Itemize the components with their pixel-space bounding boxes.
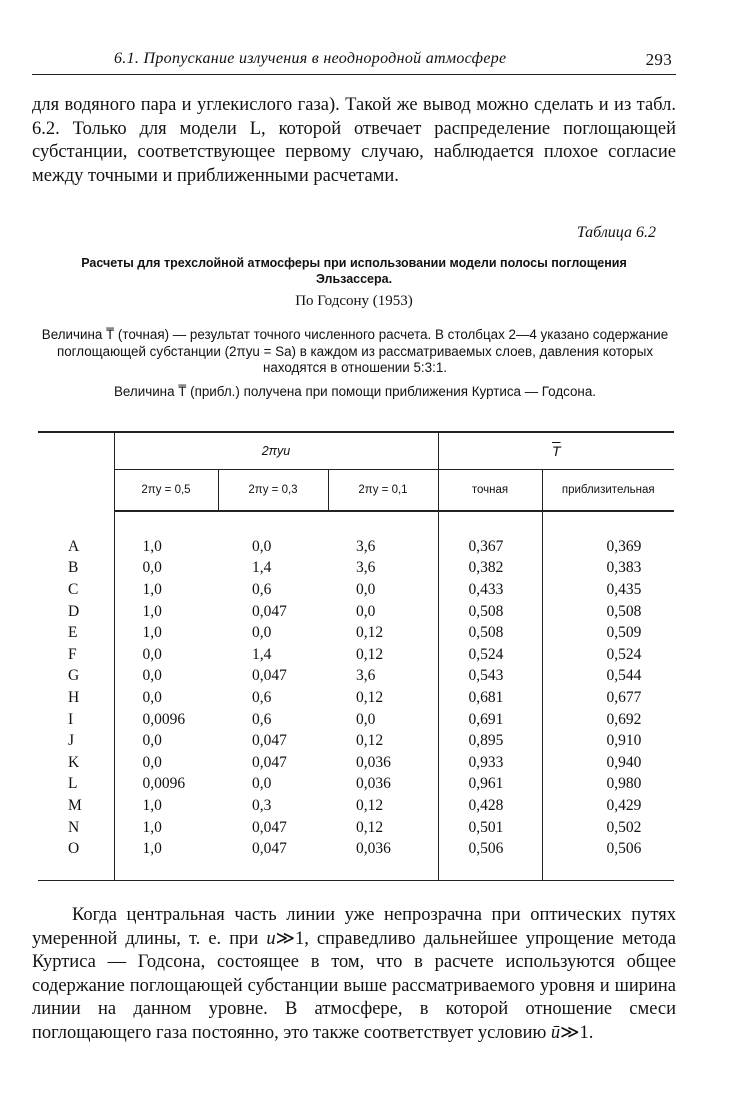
- table-cell: 0,509: [606, 624, 642, 642]
- table-cell: 0,428: [438, 795, 542, 817]
- table-cell: 0,12: [328, 622, 438, 644]
- table-cell: 0,3: [252, 796, 272, 814]
- group-header-transmission: [438, 432, 674, 470]
- table-row: [38, 579, 674, 601]
- table-cell: 0,6: [252, 710, 272, 728]
- table-cell: 0,0: [328, 579, 438, 601]
- table-cell: 1,0: [142, 602, 162, 620]
- paragraph-1-text: для водяного пара и углекислого газа). Такой же вывод можно сделать и из табл. 6.2. Только для модели L, которой отвечает распределение поглощающей субстанции, соответствующее первому случаю, наблюдается плохое согласие между точными и приближенными расчетами.: [32, 95, 676, 186]
- table-cell: 0,933: [438, 752, 542, 774]
- symbol-u-bar: ū: [550, 1022, 561, 1043]
- table-row: [38, 730, 674, 752]
- table-cell: 0,6: [252, 688, 272, 706]
- table-cell: 0,12: [328, 730, 438, 752]
- table-row: [38, 838, 674, 860]
- table-cell: 0,543: [438, 666, 542, 688]
- table-cell: 0,12: [328, 817, 438, 839]
- table-title: Расчеты для трехслойной атмосферы при использовании модели полосы поглощения Эльзассера.: [81, 256, 627, 286]
- table-cell: 0,0096: [142, 775, 186, 793]
- table-cell: 0,0: [252, 624, 272, 642]
- table-cell: 0,036: [328, 752, 438, 774]
- table-row: [38, 536, 674, 558]
- table-cell: 0,544: [606, 667, 642, 685]
- row-label: K: [38, 752, 114, 774]
- table-row: [38, 666, 674, 688]
- table-row: [38, 601, 674, 623]
- symbol-u: u: [266, 928, 276, 949]
- table-cell: 1,0: [142, 818, 162, 836]
- page-number: 293: [645, 50, 672, 69]
- table-cell: 0,0: [252, 537, 272, 555]
- table-cell: 0,6: [252, 580, 272, 598]
- table-cell: 0,910: [606, 732, 642, 750]
- table-cell: 0,047: [252, 753, 287, 771]
- table-cell: 0,0: [328, 709, 438, 731]
- table-cell: 0,0: [328, 601, 438, 623]
- data-table: [38, 431, 674, 881]
- table-cell: 0,524: [438, 644, 542, 666]
- col-header: 2πy = 0,1: [328, 470, 438, 512]
- table-cell: 0,0096: [142, 710, 186, 728]
- group-header-absorber: 2πyu: [114, 432, 438, 470]
- row-label: O: [38, 838, 114, 860]
- row-label-header: [38, 432, 114, 511]
- section-title: 6.1. Пропускание излучения в неоднородной атмосфере: [114, 50, 507, 67]
- table-cell: 0,940: [606, 753, 642, 771]
- table-cell: 0,12: [328, 795, 438, 817]
- col-header: 2πy = 0,5: [114, 470, 218, 512]
- table-row: [38, 795, 674, 817]
- table-note-1: Величина T̅ (точная) — результат точного численного расчета. В столбцах 2—4 указано содержание поглощающей субстанции (2πyu = Sa) в каждом из рассматриваемых слоев, давления которых находятся в отношении 5:3:1.: [41, 327, 669, 375]
- table-cell: 0,429: [606, 796, 642, 814]
- paragraph-2-text: [32, 904, 676, 1045]
- table-cell: 0,036: [328, 838, 438, 860]
- table-cell: 0,036: [328, 774, 438, 796]
- table-cell: 0,0: [142, 667, 162, 685]
- table-cell: 0,047: [252, 818, 287, 836]
- row-label: L: [38, 774, 114, 796]
- table-cell: 3,6: [328, 666, 438, 688]
- row-label: J: [38, 730, 114, 752]
- table-cell: 1,0: [142, 796, 162, 814]
- running-head: [32, 48, 676, 75]
- col-header: приблизительная: [542, 470, 674, 512]
- row-label: N: [38, 817, 114, 839]
- table-cell: 0,961: [438, 774, 542, 796]
- table-cell: 0,367: [438, 536, 542, 558]
- t-mean-symbol: $\overline{T}$: [551, 443, 561, 459]
- table-cell: 1,4: [252, 559, 272, 577]
- col-header: точная: [438, 470, 542, 512]
- table-row: [38, 558, 674, 580]
- table-body: [38, 511, 674, 880]
- table-cell: 0,0: [142, 753, 162, 771]
- paragraph-bottom: [32, 904, 676, 1045]
- table-row: [38, 687, 674, 709]
- table-cell: 0,382: [438, 558, 542, 580]
- table-cell: 0,501: [438, 817, 542, 839]
- paragraph-2-part-a: Когда центральная часть линии уже непрозрачна при оптических путях умеренной длины, т. е. при: [32, 905, 676, 949]
- table-row: [38, 817, 674, 839]
- table-cell: 3,6: [328, 536, 438, 558]
- table-cell: 0,506: [606, 840, 642, 858]
- table-cell: 0,677: [606, 688, 642, 706]
- table-cell: 0,0: [142, 559, 162, 577]
- table-cell: 0,502: [606, 818, 642, 836]
- table-cell: 1,0: [142, 624, 162, 642]
- table-row: [38, 709, 674, 731]
- row-label: D: [38, 601, 114, 623]
- table-cell: 0,508: [438, 601, 542, 623]
- row-label: B: [38, 558, 114, 580]
- table-cell: 0,691: [438, 709, 542, 731]
- table-cell: 0,435: [606, 580, 642, 598]
- row-label: I: [38, 709, 114, 731]
- row-label: C: [38, 579, 114, 601]
- table-label: Таблица 6.2: [576, 224, 656, 241]
- paragraph-top: [32, 94, 676, 188]
- table-cell: 1,4: [252, 645, 272, 663]
- table-cell: 1,0: [142, 537, 162, 555]
- table-source: По Годсону (1953): [295, 293, 413, 309]
- table-note-2: Величина T̅ (прибл.) получена при помощи приближения Куртиса — Годсона.: [114, 384, 596, 399]
- table-row: [38, 774, 674, 796]
- table-cell: 0,0: [142, 688, 162, 706]
- table-cell: 0,369: [606, 537, 642, 555]
- table-cell: 0,0: [142, 732, 162, 750]
- table-cell: 0,681: [438, 687, 542, 709]
- table-row: [38, 622, 674, 644]
- table-cell: 3,6: [328, 558, 438, 580]
- table-row: [38, 752, 674, 774]
- table-cell: 0,895: [438, 730, 542, 752]
- table-cell: 1,0: [142, 840, 162, 858]
- table-cell: 1,0: [142, 580, 162, 598]
- table-cell: 0,12: [328, 687, 438, 709]
- table-cell: 0,433: [438, 579, 542, 601]
- paragraph-2-part-b: ≫1, справедливо дальнейшее упрощение метода Куртиса — Годсона, состоящее в том, что в расчете используются общее содержание поглощающей субстанции выше рассматриваемого уровня и ширина линии на данном уровне. В атмосфере, в которой отношение смеси поглощающего газа постоянно, это также соответствует условию: [32, 928, 676, 1043]
- row-label: G: [38, 666, 114, 688]
- row-label: A: [38, 536, 114, 558]
- table-cell: 0,508: [438, 622, 542, 644]
- table-cell: 0,047: [252, 602, 287, 620]
- table-cell: 0,12: [328, 644, 438, 666]
- table-cell: 0,524: [606, 645, 642, 663]
- table-cell: 0,383: [606, 559, 642, 577]
- table-cell: 0,0: [142, 645, 162, 663]
- table-cell: 0,692: [606, 710, 642, 728]
- table-cell: 0,047: [252, 732, 287, 750]
- table-cell: 0,047: [252, 667, 287, 685]
- table-cell: 0,506: [438, 838, 542, 860]
- paragraph-2-part-c: ≫1.: [560, 1022, 594, 1043]
- table-cell: 0,0: [252, 775, 272, 793]
- col-header: 2πy = 0,3: [218, 470, 328, 512]
- row-label: H: [38, 687, 114, 709]
- table-cell: 0,980: [606, 775, 642, 793]
- table-cell: 0,047: [252, 840, 287, 858]
- row-label: E: [38, 622, 114, 644]
- table-cell: 0,508: [606, 602, 642, 620]
- row-label: M: [38, 795, 114, 817]
- row-label: F: [38, 644, 114, 666]
- table-row: [38, 644, 674, 666]
